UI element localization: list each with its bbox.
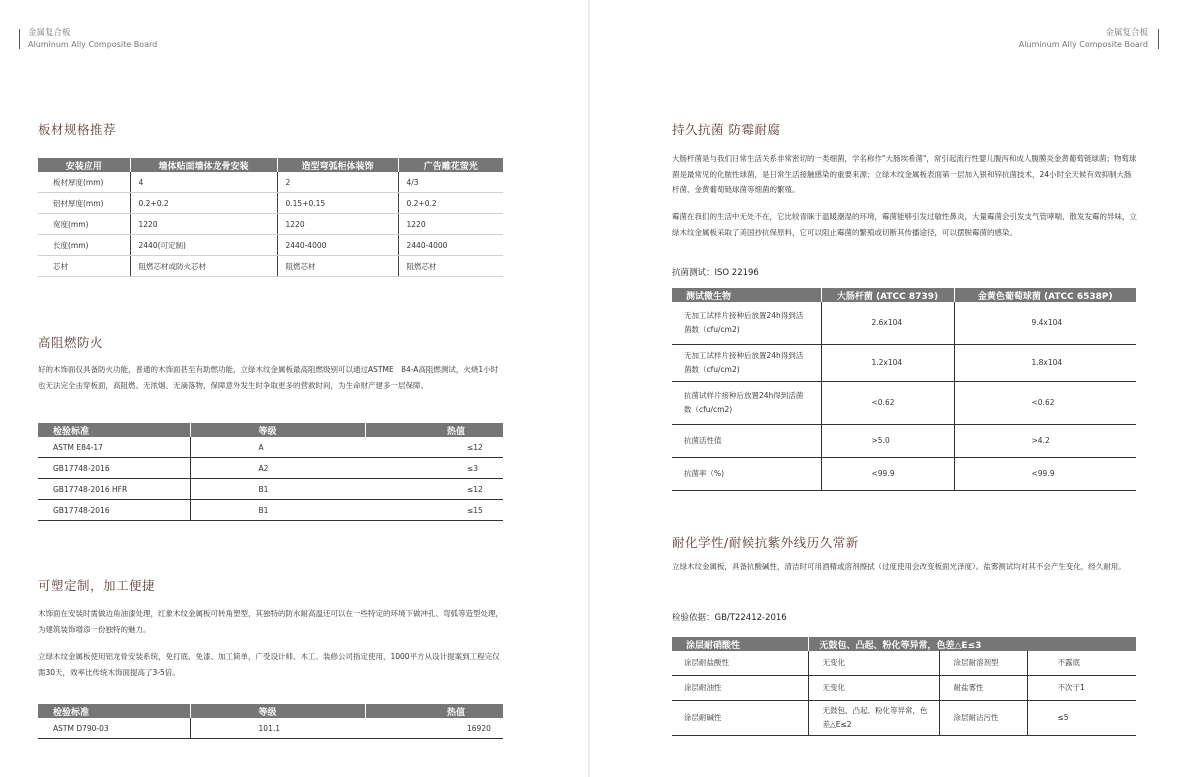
header-bar: [19, 29, 20, 49]
right-page: [590, 0, 1193, 777]
table-cell: GB17748-2016: [38, 500, 190, 521]
table-cell: >5.0: [821, 425, 954, 458]
header-title-en: Aluminum Ally Composite Board: [1018, 40, 1148, 49]
table-cell: 2440(可定制): [130, 235, 277, 256]
table-row: [38, 172, 503, 193]
antibac-header-cell: 金黄色葡萄球菌 (ATCC 6538P): [954, 288, 1136, 302]
antibac-text-2: 霉菌在我们的生活中无处不在，它比较青睐于温暖潮湿的环境，霉菌能够引发过敏性鼻炎，大量霉菌会引发支气管哮喘，散发发霉的异味，立绿木纹金属板采取了美国抄抗保原料，它可以阻止霉菌的繁殖或切断其传播途径，可以摆脱霉菌的感染。: [672, 212, 1137, 237]
table-cell: ≤12: [365, 479, 503, 500]
table-cell: <99.9: [954, 458, 1136, 491]
flex-table: [38, 704, 503, 739]
fire-header-cell: 等级: [190, 423, 365, 437]
header-title-zh: 金属复合板: [28, 28, 71, 38]
plastic-title: 可塑定制，加工便捷: [38, 578, 156, 593]
fire-header-cell: 检验标准: [38, 423, 190, 437]
table-cell: 板材厚度(mm): [38, 172, 130, 193]
table-row: [38, 500, 503, 521]
table-row: [38, 256, 503, 277]
table-cell: 抗菌活性值: [672, 425, 821, 458]
spec-table: [38, 158, 503, 277]
table-row: [672, 345, 1136, 382]
fire-text: 好的木饰面仅具备防火功能，普通的木饰面甚至有助燃功能，立绿木纹金属板最高阻燃级别可以通过ASTME 84-A高阻燃测试，火烧1小时也无法完全击穿板面，高阻燃、无浓烟、无滴落物，保障意外发生时争取更多的营救时间，为生命财产建多一层保障。: [38, 365, 499, 390]
table-cell: 涂层耐溶剂型: [939, 651, 1027, 676]
header-title-en: Aluminum Ally Composite Board: [28, 40, 158, 49]
plastic-text-2: 立绿木纹金属板使用铝龙骨安装系统，免打底、免漆、加工简单，广受设计师、木工、装修公司指定使用，1000平方从设计提案到工程完仅需30天，效率比传统木饰面提高了3-5倍。: [38, 652, 500, 677]
table-cell: 1220: [277, 214, 398, 235]
table-cell: 长度(mm): [38, 235, 130, 256]
table-cell: 2.6x104: [821, 302, 954, 345]
table-row: [672, 302, 1136, 345]
spec-table-header: [38, 158, 503, 172]
table-cell: ≤5: [1027, 701, 1136, 736]
table-cell: B1: [190, 500, 365, 521]
table-cell: 无鼓包、凸起、粉化等异常，色差△E≤2: [808, 701, 939, 736]
table-cell: 2: [277, 172, 398, 193]
table-cell: 0.2+0.2: [130, 193, 277, 214]
table-cell: 1.8x104: [954, 345, 1136, 382]
table-cell: <99.9: [821, 458, 954, 491]
table-cell: 宽度(mm): [38, 214, 130, 235]
table-row: [38, 718, 503, 739]
table-cell: 涂层耐沾污性: [939, 701, 1027, 736]
table-cell: 9.4x104: [954, 302, 1136, 345]
page-header-right: [1019, 28, 1148, 50]
table-cell: 铝材厚度(mm): [38, 193, 130, 214]
table-cell: 无变化: [808, 651, 939, 676]
table-row: [38, 235, 503, 256]
table-cell: GB17748-2016 HFR: [38, 479, 190, 500]
antibac-table: [672, 288, 1136, 491]
flex-table-header: [38, 704, 503, 718]
spec-header-cell: 安装应用: [38, 158, 130, 172]
plastic-text-1: 木饰面在安装时需做边角油漆处理，红象木纹金属板可转角塑型，其独特的防水耐高温还可以在一些特定的环境下做冲孔、弯弧等造型处理，为建筑装饰增添一份独特的魅力。: [38, 609, 503, 634]
spec-header-cell: 广告雕花萤光: [398, 158, 503, 172]
table-cell: 1.2x104: [821, 345, 954, 382]
table-cell: ASTM D790-03: [38, 718, 190, 739]
antibac-test-label: 抗菌测试：ISO 22196: [672, 268, 759, 278]
fire-table-header: [38, 423, 503, 437]
page-header-left: [28, 28, 157, 50]
table-cell: ≤3: [365, 458, 503, 479]
table-cell: 1220: [398, 214, 503, 235]
table-cell: 0.15+0.15: [277, 193, 398, 214]
chem-table: [672, 637, 1136, 736]
table-cell: <0.62: [821, 382, 954, 425]
table-cell: 涂层耐油性: [672, 676, 808, 701]
table-row: [38, 437, 503, 458]
table-row: [672, 676, 1136, 701]
antibac-header-cell: 测试微生物: [672, 288, 821, 302]
table-cell: 抗菌率（%): [672, 458, 821, 491]
table-row: [38, 193, 503, 214]
table-row: [672, 382, 1136, 425]
flex-header-cell: 检验标准: [38, 704, 190, 718]
fire-title: 高阻燃防火: [38, 335, 104, 350]
table-cell: 101.1: [190, 718, 365, 739]
table-cell: ≤12: [365, 437, 503, 458]
chem-title: 耐化学性/耐候抗紫外线历久常新: [672, 535, 859, 550]
chem-header-right: 无鼓包、凸起、粉化等异常，色差△E≤3: [808, 637, 1136, 651]
table-row: [38, 479, 503, 500]
table-row: [38, 214, 503, 235]
chem-basis: 检验依据：GB/T22412-2016: [672, 613, 787, 623]
table-cell: 涂层耐盐酸性: [672, 651, 808, 676]
antibac-table-header: [672, 288, 1136, 302]
table-cell: 无变化: [808, 676, 939, 701]
table-cell: 阻燃芯材: [277, 256, 398, 277]
header-title-zh: 金属复合板: [1105, 28, 1148, 38]
antibac-header-cell: 大肠杆菌 (ATCC 8739): [821, 288, 954, 302]
table-cell: <0.62: [954, 382, 1136, 425]
table-cell: 耐盐雾性: [939, 676, 1027, 701]
table-cell: ASTM E84-17: [38, 437, 190, 458]
table-cell: 不露底: [1027, 651, 1136, 676]
table-cell: 阻燃芯材或防火芯材: [130, 256, 277, 277]
header-bar: [1158, 29, 1159, 49]
chem-table-header: [672, 637, 1136, 651]
antibac-title: 持久抗菌 防霉耐腐: [672, 122, 781, 137]
chem-text: 立绿木纹金属板，具备抗酸碱性，清洁时可用酒精或溶剂擦拭（过度使用会改变板面光泽度）。盐雾测试均对其不会产生变化，经久耐用。: [672, 562, 1126, 571]
table-row: [672, 458, 1136, 491]
flex-header-cell: 热值: [365, 704, 503, 718]
flex-header-cell: 等级: [190, 704, 365, 718]
table-cell: 涂层耐碱性: [672, 701, 808, 736]
table-cell: 芯材: [38, 256, 130, 277]
table-cell: B1: [190, 479, 365, 500]
table-cell: 无加工试样片接种后放置24h得到活菌数（cfu/cm2): [672, 302, 821, 345]
table-row: [672, 425, 1136, 458]
spec-header-cell: 造型弯弧柜体装饰: [277, 158, 398, 172]
table-cell: 2440-4000: [398, 235, 503, 256]
table-cell: 阻燃芯材: [398, 256, 503, 277]
table-cell: 不次于1: [1027, 676, 1136, 701]
table-cell: >4.2: [954, 425, 1136, 458]
spec-header-cell: 墙体贴面墙体龙骨安装: [130, 158, 277, 172]
antibac-text-1: 大肠杆菌是与我们日常生活关系非常密切的一类细菌，学名称作"大肠埃希菌"，常引起流行性婴儿腹泻和成人腹膜炎金黄葡萄链球菌；物萄球菌是最常见的化脓性球菌，是日常生活接触感染的重要来源；立绿木纹金属板表面第一层加入银和锌抗菌技术，24小时全天候有效抑制大肠杆菌、金黄葡萄链球菌等细菌的繁殖。: [672, 154, 1137, 194]
table-cell: 4/3: [398, 172, 503, 193]
table-cell: A2: [190, 458, 365, 479]
left-page: [0, 0, 590, 777]
table-cell: GB17748-2016: [38, 458, 190, 479]
spec-title: 板材规格推荐: [38, 122, 117, 137]
table-cell: ≤15: [365, 500, 503, 521]
table-cell: 无加工试样片接种后放置24h得到活菌数（cfu/cm2): [672, 345, 821, 382]
table-cell: 抗菌试样片接种后放置24h得到活菌数（cfu/cm2): [672, 382, 821, 425]
table-cell: 16920: [365, 718, 503, 739]
table-row: [672, 701, 1136, 736]
table-cell: 1220: [130, 214, 277, 235]
table-cell: 2440-4000: [277, 235, 398, 256]
fire-table: [38, 423, 503, 521]
fire-header-cell: 热值: [365, 423, 503, 437]
table-row: [38, 458, 503, 479]
table-row: [672, 651, 1136, 676]
chem-header-left: 涂层耐硝酸性: [672, 637, 808, 651]
table-cell: 4: [130, 172, 277, 193]
table-cell: A: [190, 437, 365, 458]
table-cell: 0.2+0.2: [398, 193, 503, 214]
